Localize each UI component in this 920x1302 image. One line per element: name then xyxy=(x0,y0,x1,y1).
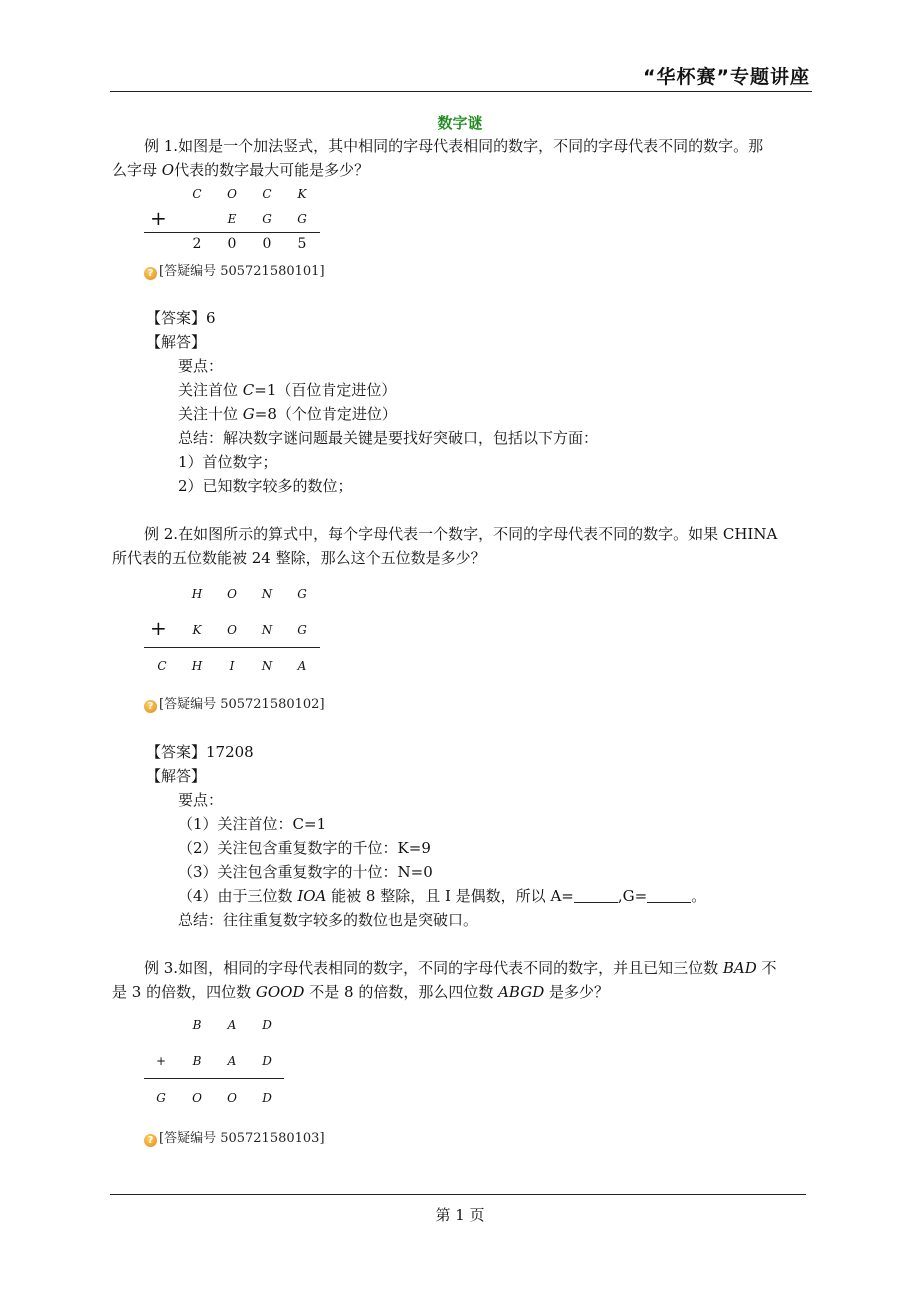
ex3-question-line2: 是 3 的倍数，四位数 GOOD 不是 8 的倍数，那么四位数 ABGD 是多少？ xyxy=(112,983,610,1001)
ex1-point-2: 关注十位 G=8（个位肯定进位） xyxy=(178,405,397,423)
ex2-result-letter: C xyxy=(157,659,167,673)
ex2-result-letter: H xyxy=(191,659,203,673)
ex1-result-digit: 0 xyxy=(262,236,272,252)
ex2-point-4: （4）由于三位数 IOA 能被 8 整除，且 I 是偶数，所以 A= ,G= 。 xyxy=(178,887,707,905)
ex3-qa-link[interactable]: ? [答疑编号 505721580103] xyxy=(144,1127,325,1147)
ex3-result-letter: O xyxy=(227,1091,237,1105)
ex2-result-letter: A xyxy=(297,659,307,673)
ex1-row2-digit: G xyxy=(297,212,307,226)
answer-blank-g[interactable] xyxy=(647,888,691,903)
ex2-summary: 总结：往往重复数字较多的数位也是突破口。 xyxy=(178,911,479,929)
question-icon: ? xyxy=(144,1134,157,1147)
ex3-result-letter: D xyxy=(262,1091,272,1105)
document-title: 数字谜 xyxy=(437,114,483,132)
ex2-result-letter: N xyxy=(261,659,273,673)
ex3-row2-letter: B xyxy=(192,1054,202,1068)
ex2-explain-label: 【解答】 xyxy=(146,767,207,785)
ex2-point-3: （3）关注包含重复数字的十位：N=0 xyxy=(178,863,433,881)
ex1-points-label: 要点： xyxy=(178,357,224,375)
ex3-result-letter: G xyxy=(156,1091,166,1105)
ex2-row2-letter: N xyxy=(261,623,273,637)
ex1-row1-digit: C xyxy=(192,187,202,201)
ex1-plus-sign: + xyxy=(150,206,167,230)
question-icon: ? xyxy=(144,267,157,280)
header-title: “华杯赛”专题讲座 xyxy=(643,66,810,88)
question-icon: ? xyxy=(144,700,157,713)
ex1-row1-digit: C xyxy=(262,187,272,201)
ex3-row2-letter: D xyxy=(262,1054,272,1068)
ex3-sum-rule xyxy=(144,1078,284,1079)
footer-divider xyxy=(110,1194,806,1195)
answer-blank-a[interactable] xyxy=(574,888,618,903)
ex1-summary-item-2: 2）已知数字较多的数位； xyxy=(178,477,353,495)
ex1-row1-digit: K xyxy=(297,187,307,201)
ex1-explain-label: 【解答】 xyxy=(146,333,207,351)
ex2-row1-letter: O xyxy=(227,587,237,601)
ex1-row1-digit: O xyxy=(227,187,237,201)
ex3-row1-letter: B xyxy=(192,1018,202,1032)
ex1-sum-rule xyxy=(144,232,320,233)
ex3-row1-letter: D xyxy=(262,1018,272,1032)
ex1-summary-item-1: 1）首位数字； xyxy=(178,453,278,471)
ex1-qa-link[interactable]: ? [答疑编号 505721580101] xyxy=(144,260,325,280)
ex1-point-1: 关注首位 C=1（百位肯定进位） xyxy=(178,381,397,399)
ex1-row2-digit: G xyxy=(262,212,272,226)
ex1-row2-digit: E xyxy=(227,212,237,226)
ex2-row1-letter: G xyxy=(297,587,307,601)
ex3-question-line1: 例 3.如图，相同的字母代表相同的数字，不同的字母代表不同的数字，并且已知三位数 BAD 不 xyxy=(144,959,777,977)
header-divider xyxy=(110,91,812,92)
ex1-answer: 【答案】6 xyxy=(146,309,216,327)
ex1-result-digit: 0 xyxy=(227,236,237,252)
ex2-result-letter: I xyxy=(229,659,235,673)
ex2-row2-letter: O xyxy=(227,623,237,637)
ex3-plus-sign: + xyxy=(155,1054,167,1068)
ex2-row2-letter: K xyxy=(192,623,202,637)
ex2-points-label: 要点： xyxy=(178,791,224,809)
ex2-answer: 【答案】17208 xyxy=(146,743,254,761)
ex1-question-line1: 例 1.如图是一个加法竖式，其中相同的字母代表相同的数字，不同的字母代表不同的数字。那 xyxy=(144,137,764,155)
ex2-sum-rule xyxy=(144,647,320,648)
ex2-question-line1: 例 2.在如图所示的算式中，每个字母代表一个数字，不同的字母代表不同的数字。如果 CHINA xyxy=(144,525,778,543)
ex2-row2-letter: G xyxy=(297,623,307,637)
ex2-plus-sign: + xyxy=(150,616,167,640)
ex1-summary: 总结：解决数字谜问题最关键是要找好突破口，包括以下方面： xyxy=(178,429,599,447)
ex1-question-line2: 么字母 O代表的数字最大可能是多少？ xyxy=(112,161,370,179)
ex3-row1-letter: A xyxy=(227,1018,237,1032)
ex2-point-1: （1）关注首位：C=1 xyxy=(178,815,327,833)
ex1-result-digit: 5 xyxy=(297,236,307,252)
ex2-row1-letter: H xyxy=(191,587,203,601)
ex3-result-letter: O xyxy=(192,1091,202,1105)
ex2-point-2: （2）关注包含重复数字的千位：K=9 xyxy=(178,839,431,857)
ex2-question-line2: 所代表的五位数能被 24 整除，那么这个五位数是多少？ xyxy=(112,549,486,567)
ex3-row2-letter: A xyxy=(227,1054,237,1068)
ex2-row1-letter: N xyxy=(261,587,273,601)
page-number: 第 1 页 xyxy=(435,1206,485,1224)
ex2-qa-link[interactable]: ? [答疑编号 505721580102] xyxy=(144,693,325,713)
ex1-result-digit: 2 xyxy=(192,236,202,252)
